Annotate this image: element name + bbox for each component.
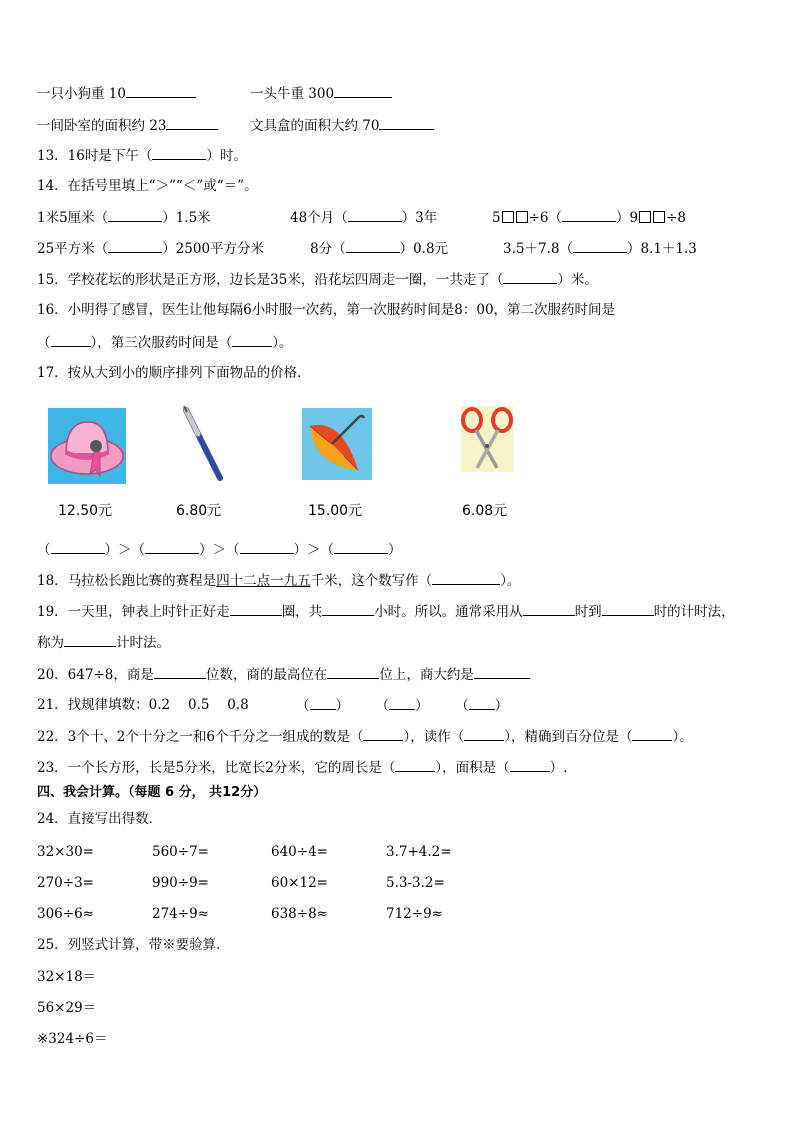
q16-blank-2nd[interactable] bbox=[51, 333, 91, 347]
q13-text: 13．16时是下午（ bbox=[37, 148, 153, 164]
paren-close: ） bbox=[388, 542, 402, 558]
q14-r2c1-pre: 25平方米（ bbox=[37, 241, 109, 257]
q20-blank-2[interactable] bbox=[327, 665, 379, 679]
q22-blank-2[interactable] bbox=[464, 727, 504, 741]
q22-b: ），读作（ bbox=[403, 729, 465, 745]
q14-r1c1-pre: 1米5厘米（ bbox=[37, 210, 109, 226]
paren-close: ） bbox=[199, 542, 213, 558]
hat-icon bbox=[48, 408, 126, 484]
q17-order-row bbox=[37, 540, 402, 559]
q24-r2c1: 270÷3= bbox=[37, 875, 94, 891]
q14-r1c3 bbox=[492, 208, 686, 227]
umbrella-icon bbox=[302, 408, 372, 480]
q12-d bbox=[250, 116, 434, 135]
q12-b-blank[interactable] bbox=[334, 84, 392, 98]
q15-blank[interactable] bbox=[503, 270, 557, 284]
q25-item-2: 56×29＝ bbox=[37, 1000, 97, 1016]
q19-f: 称为 bbox=[37, 635, 64, 651]
paren-close: ） bbox=[415, 698, 429, 714]
q23-a: 23．一个长方形，长是5分米，比宽长2分米，它的周长是（ bbox=[37, 760, 396, 776]
paren-open: （ bbox=[296, 698, 310, 714]
price-hat: 12.50元 bbox=[58, 503, 113, 519]
q14-r1c3-post: ）9 bbox=[616, 210, 639, 226]
paren-open: （ bbox=[455, 698, 469, 714]
q18-text: 18．马拉松长跑比赛的赛程是 bbox=[37, 573, 217, 589]
q18-end: ）。 bbox=[500, 573, 521, 589]
q25-title: 25．列竖式计算，带※要验算． bbox=[37, 937, 230, 953]
q12-b-text: 一头牛重 300 bbox=[250, 86, 335, 102]
q23-blank-1[interactable] bbox=[395, 758, 435, 772]
q22-c: ），精确到百分位是（ bbox=[504, 729, 633, 745]
q18-mid: 千米，这个数写作（ bbox=[310, 573, 433, 589]
q24-r1c2: 560÷7= bbox=[152, 844, 209, 860]
box-icon bbox=[639, 211, 651, 223]
q25-item-1: 32×18＝ bbox=[37, 969, 97, 985]
paren-open: （ bbox=[226, 542, 240, 558]
price-pen: 6.80元 bbox=[176, 503, 222, 519]
q12-a-blank[interactable] bbox=[126, 84, 196, 98]
q14-r1c3-mid: ÷6（ bbox=[528, 210, 562, 226]
q20-b: 位数，商的最高位在 bbox=[205, 667, 328, 683]
q15-text-end: ）米。 bbox=[557, 272, 598, 288]
scissors-icon bbox=[461, 406, 513, 472]
q14-r2c3-blank[interactable] bbox=[573, 239, 627, 253]
q12-c-blank[interactable] bbox=[166, 116, 218, 130]
q12-d-blank[interactable] bbox=[379, 116, 434, 130]
q12-a-text: 一只小狗重 10 bbox=[37, 86, 126, 102]
q22-blank-3[interactable] bbox=[632, 727, 672, 741]
q19-blank-5[interactable] bbox=[64, 633, 116, 647]
q17-title: 17．按从大到小的顺序排列下面物品的价格． bbox=[37, 365, 311, 381]
q24-r3c2: 274÷9≈ bbox=[152, 906, 209, 922]
paren-close: ） bbox=[104, 542, 118, 558]
paren-open: （ bbox=[375, 698, 390, 714]
q19-line2 bbox=[37, 633, 170, 652]
gt-sign: ＞ bbox=[212, 542, 226, 558]
q14-r1c1 bbox=[37, 208, 211, 227]
q12-d-text: 文具盒的面积大约 70 bbox=[250, 118, 380, 134]
q21 bbox=[37, 696, 249, 714]
q18-blank[interactable] bbox=[432, 571, 500, 585]
q24-r1c3: 640÷4= bbox=[271, 844, 328, 860]
q16-paren: （ bbox=[37, 335, 51, 351]
q14-r2c1-post: ）2500平方分米 bbox=[162, 241, 265, 257]
q22-a: 22．3个十、2个十分之一和6个千分之一组成的数是（ bbox=[37, 729, 364, 745]
q20-blank-3[interactable] bbox=[474, 665, 530, 679]
box-icon bbox=[516, 211, 528, 223]
q24-r2c2: 990÷9= bbox=[152, 875, 209, 891]
order-blank-3[interactable] bbox=[240, 540, 294, 554]
q19-g: 计时法。 bbox=[116, 635, 170, 651]
gt-sign: ＞ bbox=[118, 542, 132, 558]
q19-e: 时的计时法， bbox=[653, 604, 735, 620]
q22 bbox=[37, 727, 693, 746]
q21-blank-1[interactable] bbox=[310, 696, 336, 710]
q24-r2c3: 60×12= bbox=[271, 875, 328, 891]
q25-item-3: ※324÷6＝ bbox=[37, 1031, 108, 1047]
gt-sign: ＞ bbox=[307, 542, 321, 558]
q20-blank-1[interactable] bbox=[154, 665, 206, 679]
q19-blank-2[interactable] bbox=[322, 602, 374, 616]
q14-r2c2-blank[interactable] bbox=[346, 239, 400, 253]
q20 bbox=[37, 665, 530, 684]
q14-r1c3-blank[interactable] bbox=[562, 208, 616, 222]
q16-end: ）。 bbox=[272, 335, 293, 351]
q15 bbox=[37, 270, 598, 289]
q14-r2c3-pre: 3.5＋7.8（ bbox=[503, 241, 573, 257]
q16-line2 bbox=[37, 333, 293, 352]
q15-text: 15．学校花坛的形状是正方形，边长是35米，沿花坛四周走一圈，一共走了（ bbox=[37, 272, 504, 288]
q12-c-text: 一间卧室的面积约 23 bbox=[37, 118, 167, 134]
q13-text-end: ）时。 bbox=[206, 148, 247, 164]
pen-icon bbox=[178, 406, 226, 482]
q12-row1 bbox=[37, 84, 196, 103]
q14-r2c1-blank[interactable] bbox=[108, 239, 162, 253]
paren-open: （ bbox=[37, 542, 51, 558]
q19-d: 时到 bbox=[574, 604, 602, 620]
q12-b bbox=[250, 84, 392, 103]
q21-blank-3[interactable] bbox=[469, 696, 495, 710]
order-blank-2[interactable] bbox=[145, 540, 199, 554]
q14-r1c2-pre: 48个月（ bbox=[290, 210, 348, 226]
q24-r3c4: 712÷9≈ bbox=[386, 906, 443, 922]
q20-a: 20．647÷8，商是 bbox=[37, 667, 154, 683]
price-umbrella: 15.00元 bbox=[308, 503, 363, 519]
q21-blank-2[interactable] bbox=[389, 696, 415, 710]
q16-line1: 16．小明得了感冒，医生让他每隔6小时服一次药，第一次服药时间是8：00，第二次服药时间是 bbox=[37, 302, 616, 318]
q13 bbox=[37, 146, 247, 165]
q14-r2c1 bbox=[37, 239, 264, 258]
q14-r2c3-post: ）8.1＋1.3 bbox=[626, 241, 697, 257]
q19-line1 bbox=[37, 602, 735, 621]
section4-title: 四、我会计算。（每题 6 分， 共12分） bbox=[37, 785, 267, 800]
q14-r2c3 bbox=[503, 239, 697, 258]
q24-r2c4: 5.3-3.2= bbox=[386, 875, 445, 891]
q18 bbox=[37, 571, 520, 590]
q14-r1c1-blank[interactable] bbox=[108, 208, 162, 222]
q14-r1c3-pre: 5 bbox=[492, 210, 501, 226]
q13-blank[interactable] bbox=[152, 146, 206, 160]
q20-c: 位上，商大约是 bbox=[379, 667, 474, 683]
q12-row2 bbox=[37, 116, 218, 135]
paren-close: ） bbox=[293, 542, 307, 558]
q24-r1c1: 32×30= bbox=[37, 844, 94, 860]
order-blank-1[interactable] bbox=[51, 540, 105, 554]
q14-r2c2-pre: 8分（ bbox=[310, 241, 346, 257]
q14-r1c3-end: ÷8 bbox=[666, 210, 686, 226]
q24-r1c4: 3.7+4.2= bbox=[386, 844, 452, 860]
q23-b: ），面积是（ bbox=[435, 760, 510, 776]
order-blank-4[interactable] bbox=[334, 540, 388, 554]
q14-r1c2-post: ）3年 bbox=[401, 210, 438, 226]
q21-blanks bbox=[296, 696, 508, 715]
q22-d: ）。 bbox=[672, 729, 693, 745]
q23 bbox=[37, 758, 567, 777]
q14-r1c2 bbox=[290, 208, 437, 227]
q23-blank-2[interactable] bbox=[510, 758, 550, 772]
q24-title: 24．直接写出得数． bbox=[37, 811, 163, 827]
q19-blank-4[interactable] bbox=[602, 602, 654, 616]
paren-close: ） bbox=[335, 698, 349, 714]
q14-r2c2 bbox=[310, 239, 448, 258]
q22-blank-1[interactable] bbox=[363, 727, 403, 741]
q18-underlined: 四十二点一九五 bbox=[216, 573, 311, 589]
q24-r3c3: 638÷8≈ bbox=[271, 906, 328, 922]
paren-open: （ bbox=[131, 542, 145, 558]
q24-r3c1: 306÷6≈ bbox=[37, 906, 94, 922]
q14-r2c2-post: ）0.8元 bbox=[399, 241, 449, 257]
q14-r1c1-post: ）1.5米 bbox=[162, 210, 211, 226]
q19-c: 小时。所以。通常采用从 bbox=[374, 604, 523, 620]
paren-open: （ bbox=[320, 542, 334, 558]
paren-close: ） bbox=[494, 698, 509, 714]
q16-blank-3rd[interactable] bbox=[232, 333, 272, 347]
box-icon bbox=[502, 211, 514, 223]
q19-blank-3[interactable] bbox=[523, 602, 575, 616]
q23-c: ）. bbox=[549, 760, 568, 776]
q16-mid: ），第三次服药时间是（ bbox=[90, 335, 233, 351]
price-scissors: 6.08元 bbox=[462, 503, 508, 519]
q19-b: 圈，共 bbox=[281, 604, 323, 620]
q14-r1c2-blank[interactable] bbox=[348, 208, 402, 222]
q19-blank-1[interactable] bbox=[230, 602, 282, 616]
q14-title: 14．在括号里填上“＞”“＜”或“＝”。 bbox=[37, 178, 258, 194]
q21-text: 21．找规律填数：0.2 0.5 0.8 bbox=[37, 697, 249, 713]
box-icon bbox=[653, 211, 665, 223]
q19-a: 19．一天里，钟表上时针正好走 bbox=[37, 604, 230, 620]
